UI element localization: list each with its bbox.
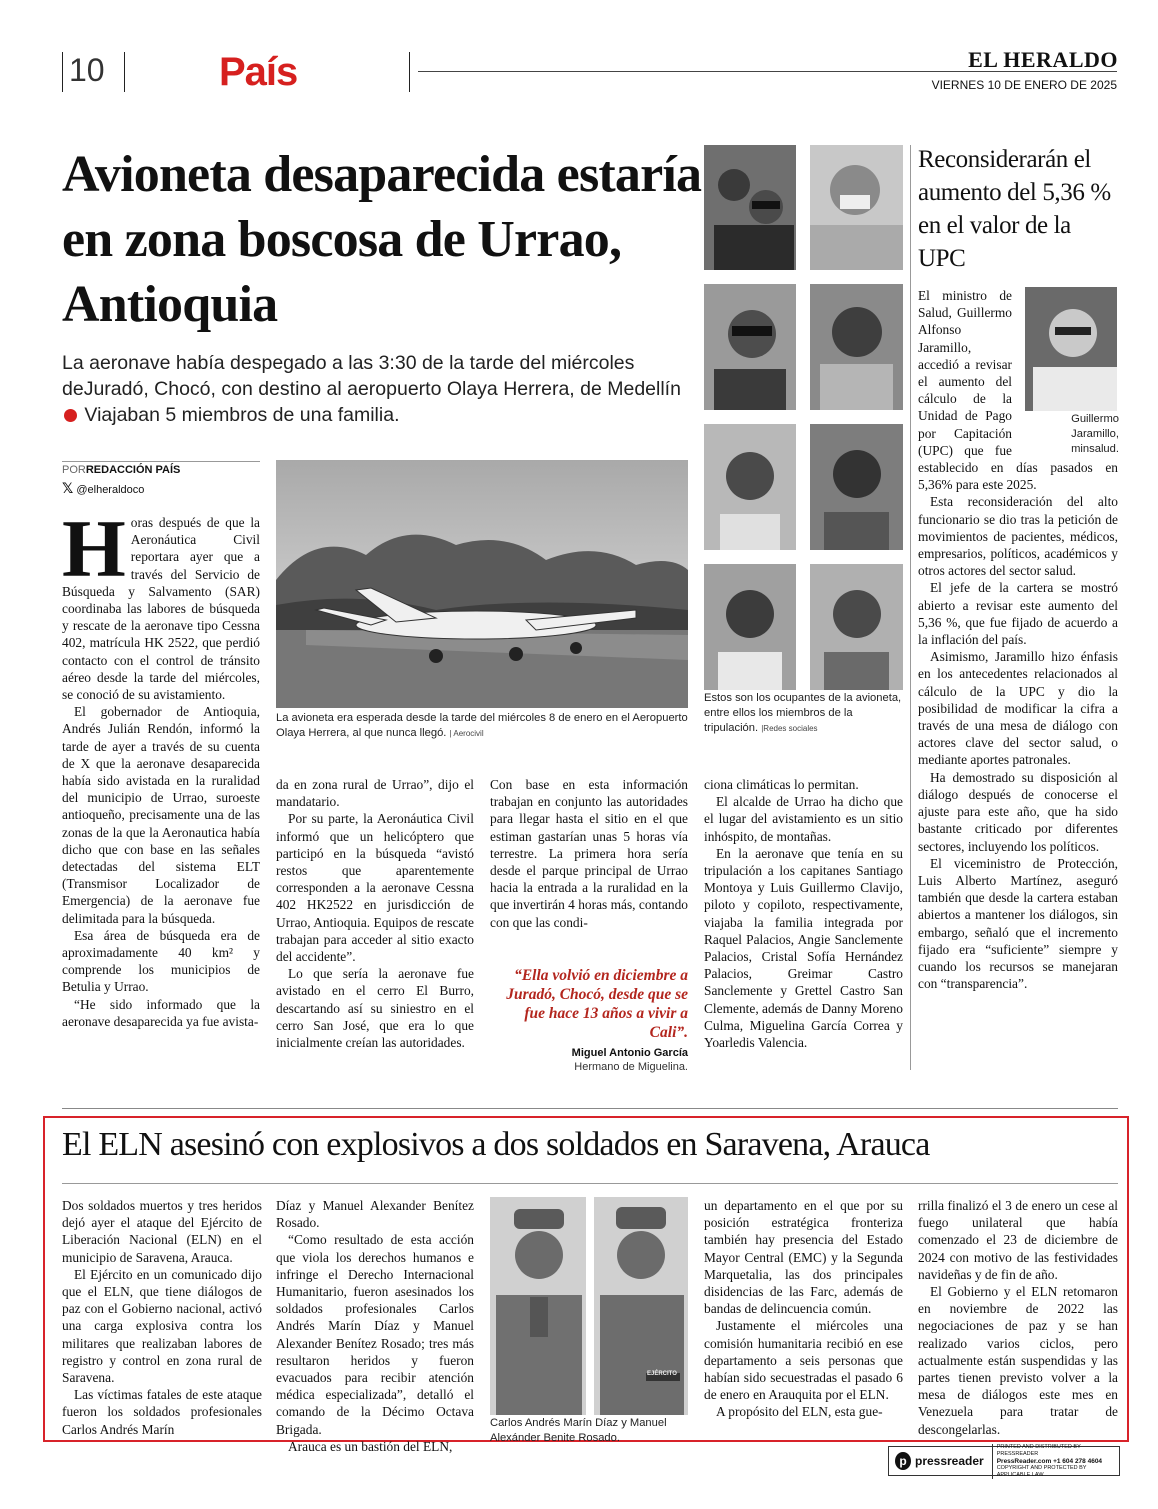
pressreader-badge (888, 1443, 1120, 1478)
uniform-badge: EJÉRCITO (647, 1371, 677, 1377)
people-caption: Estos son los ocupantes de la avioneta, entre ellos los miembros de la tripulación. |Redes sociales (704, 692, 902, 734)
subhead-part-b: Viajaban 5 miembros de una familia. (84, 404, 400, 426)
bottom-col-4: rrilla finalizó el 3 de enero un cese al fuego unilateral que había comenzado el 23 de diciembre de 2024 con motivo de las festividades navideñas y de fin de año. El Gobierno y el ELN retomaron en noviembre de 2022 las negociaciones de paz y se han realizado varios ciclos, pero actualmente están suspendidas y las partes tienen previsto volver a la mesa de diálogos este mes en Venezuela para tratar de descongelarlas. (918, 1198, 1118, 1437)
plane-photo (276, 460, 688, 708)
main-headline: Avioneta desaparecida estaría en zona boscosa de Urrao, Antioquia (62, 146, 702, 333)
pressreader-brand: pressreader (914, 1454, 984, 1468)
main-col-1: Horas después de que la Aeronáutica Civil reportara ayer que a través del Servicio de Búsqueda y Salvamento (SAR) coordinaba las labores de búsqueda y rescate de la aeronave tipo Cessna 402, matrícula HK 2522, que perdió contacto con el control de tránsito aéreo desde la tarde del miércoles, se conoció de su avistamiento. El gobernador de Antioquia, Andrés Julián Rendón, informó la tarde de ayer a través de su cuenta de X que la aeronave desaparecida había sido avistada en la ruralidad del municipio de Urrao, suroeste antioqueño, precisamente una de las zonas de la que la Aeronautica había dicho que con base en las señales detectadas del sistema ELT (Transmisor Localizador de Emergencia) de la aeronave fue delimitada para la búsqueda. Esa área de búsqueda era de aproximadamente 40 km² y comprende los municipios de Betulia y Urrao. “He sido informado que la aeronave desaparecida ya fue avista- (62, 503, 260, 1029)
minister-caption: Guillermo Jaramillo, minsalud. (1071, 413, 1119, 455)
page-number: 10 (69, 52, 105, 88)
soldier-photo-1 (490, 1197, 586, 1415)
bottom-headline: El ELN asesinó con explosivos a dos soldados en Saravena, Arauca (62, 1126, 930, 1163)
pressreader-logo-icon: p (895, 1452, 911, 1470)
side-text: El ministro de Salud, Guillermo Alfonso Jaramillo, accedió a revisar el aumento del cálculo de la Unidad de Pago por Capitación (UPC) que fue establecido en días pasados en 5,36% para este 2025. Esta reconsideración del alto funcionario se dio tras la petición de movimientos de pacientes, médicos, empresarios, políticos, académicos y otros actores del sector salud. El jefe de la cartera se mostró abierto a revisar este aumento del 5,36 %, que fue fijado de acuerdo a la inflación del país. Asimismo, Jaramillo hizo énfasis en los antecedentes relacionados al cálculo de la UPC y dio la posibilidad de modificar la cifra a través de una mesa de diálogo con actores clave del sector salud, o mediante aportes patronales. Ha demostrado su disposición al diálogo después de conocerse el ajuste para este año, que ha sido bastante criticado por diferentes sectores, incluyendo los políticos. El viceministro de Protección, Luis Alberto Martínez, aseguró también que desde la cartera estaban abiertos a mantener los diálogos, sin embargo, señaló que el incremento fijado era “suficiente” siempre y cuando los recursos se manejaran con “transparencia”. (918, 288, 1118, 992)
x-logo-icon: 𝕏 (62, 480, 74, 496)
pull-quote: “Ella volvió en diciembre a Juradó, Chocó, desde que se fue hace 13 años a vivir a Cali”. (506, 967, 688, 1041)
quote-author: Miguel Antonio García (571, 1047, 688, 1059)
masthead-logo: EL HERALDO (968, 47, 1118, 72)
bottom-col-2: Díaz y Manuel Alexander Benítez Rosado. “Como resultado de esta acción que viola los derechos humanos e infringe el Derecho Internacional Humanitario, fueron asesinados los soldados profesionales Carlos Andrés Marín Díaz y Manuel Alexander Benítez Rosado; tres más resultaron heridos y fueron evacuados para recibir atención médica especializada”, detalló el comando de la Décimo Octava Brigada. Arauca es un bastión del ELN, (276, 1198, 474, 1454)
quote-role: Hermano de Miguelina. (574, 1061, 688, 1073)
photo-pilots (704, 145, 796, 270)
byline-prefix: POR (62, 464, 86, 476)
photo-woman-5 (704, 564, 796, 690)
bottom-col-1: Dos soldados muertos y tres heridos dejó ayer el ataque del Ejército de Liberación Nacional (ELN) en el municipio de Saravena, Arauca. El Ejército en un comunicado dijo que el ELN, que tiene diálogos de paz con el Gobierno nacional, activó una carga explosiva contra los militares que realizaban labores de registro y control en zona rural de Saravena. Las víctimas fatales de este ataque fueron los soldados profesionales Carlos Andrés Marín (62, 1198, 262, 1437)
photo-child (810, 145, 903, 270)
author-handle (62, 480, 144, 497)
issue-date: VIERNES 10 DE ENERO DE 2025 (931, 78, 1117, 92)
plane-caption: La avioneta era esperada desde la tarde del miércoles 8 de enero en el Aeropuerto Olaya Herrera, al que nunca llegó. | Aerocivil (276, 712, 688, 739)
main-col-3: Con base en esta información trabajan en conjunto las autoridades para llegar hasta el sitio en el que estiman gastarían unas 5 horas vía terrestre. La primera hora sería desde el parque principal de Urrao hacia la entrada a la ruralidad en la que invertirán 4 horas más, contando con que las condi- (490, 777, 688, 930)
bottom-col-3: un departamento en el que por su posición estratégica fronteriza también hay presencia del Estado Mayor Central (EMC) y la Segunda Marquetalia, las dos principales disidencias de las Farc, además de bandas de delincuencia común. Justamente el miércoles una comisión humanitaria recibió en ese departamento a seis personas que habían sido secuestradas el pasado 6 de enero en Arauquita por el ELN. A propósito del ELN, esta gue- (704, 1198, 903, 1420)
photo-woman-3 (704, 424, 796, 550)
soldiers-caption: Carlos Andrés Marín Díaz y Manuel Alexánder Benite Rosado. (490, 1417, 667, 1444)
drop-cap: H (62, 503, 126, 594)
photo-woman-6 (810, 564, 903, 690)
main-col-2: da en zona rural de Urrao”, dijo el mandatario. Por su parte, la Aeronáutica Civil informó que un helicóptero que participó en la búsqueda “avistó restos que aparentemente corresponden a la aeronave Cessna 402 HK2522 en jurisdicción de Urrao, Antioquia. Equipos de rescate trabajan para acceder al sitio exacto del accidente”. Lo que sería la aeronave fue avistado en el cerro El Burro, descartando así su siniestro en el cerro San José, que era lo que inicialmente creían las autoridades. (276, 777, 474, 1051)
soldier-photo-2 (594, 1197, 688, 1415)
main-subhead (62, 350, 702, 428)
subhead-part-a: La aeronave había despegado a las 3:30 de la tarde del miércoles deJuradó, Chocó, con destino al aeropuerto Olaya Herrera, de Medellín (62, 352, 681, 400)
handle-text: @elheraldoco (76, 484, 145, 496)
side-headline: Reconsiderarán el aumento del 5,36 % en el valor de la UPC (918, 146, 1111, 272)
byline-name: REDACCIÓN PAÍS (85, 464, 181, 476)
main-col-4: ciona climáticas lo permitan. El alcalde de Urrao ha dicho que el lugar del avistamiento es un sitio inhóspito, de montañas. En la aeronave que tenía en su tripulación a los capitanes Santiago Montoya y Luis Guillermo Clavijo, piloto y copiloto, respectivamente, viajaba la familia integrada por Raquel Palacios, Angie Sanclemente Palacios, Cristal Sofía Hernández Palacios, Greimar Castro Sanclemente y Grettel Castro San Clemente, además de Danny Moreno Culma, Miguelina García Correa y Yoarledis Valencia. (704, 777, 903, 1051)
photo-woman-4 (810, 424, 903, 550)
pressreader-legal: PRINTED AND DISTRIBUTED BY PRESSREADER PressReader.com +1 604 278 4604 COPYRIGHT AND PROTECTED BY APPLICABLE LAW (992, 1444, 1119, 1479)
byline (62, 464, 180, 476)
photo-woman-2 (810, 284, 903, 410)
photo-woman-1 (704, 284, 796, 410)
bullet-dot-icon (64, 409, 77, 422)
section-title: País (219, 50, 298, 94)
